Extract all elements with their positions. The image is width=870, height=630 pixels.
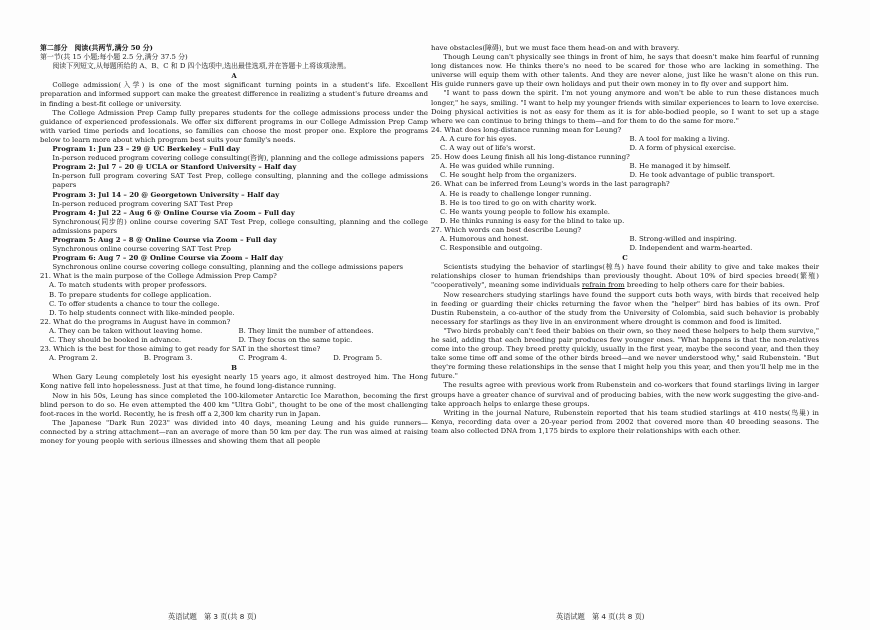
question-25: 25. How does Leung finish all his long-distance running? [431, 153, 630, 162]
passage-b-para-3: The Japanese "Dark Run 2023" was divided into 40 days, meaning Leung and his guide runners—connected by a string attachment—ran an average of more than 50 km per day. The run was aimed at raising money for young people with serious illnesses and showing them that all people [40, 418, 428, 446]
q24-option-a: A. A cure for his eyes. [440, 134, 517, 143]
q27-option-a: A. Humorous and honest. [440, 234, 529, 243]
q21-option-d: D. To help students connect with like-minded people. [49, 308, 235, 317]
q25-option-a: A. He was guided while running. [440, 162, 555, 171]
right-column [431, 44, 819, 436]
q23-option-b: B. Program 3. [143, 354, 193, 363]
question-21: 21. What is the main purpose of the College Admission Prep Camp? [40, 272, 277, 281]
program-4-desc: Synchronous(同步的) online course covering SAT Test Prep, college consulting, planning and the college admissions papers [52, 217, 428, 235]
q26-option-b: B. He is too tired to go on with charity work. [440, 198, 597, 207]
q24-option-b: B. A tool for making a living. [629, 134, 730, 143]
q26-option-c: C. He wants young people to follow his example. [440, 207, 610, 216]
passage-c-para-3: "Two birds probably can't feed their babies on their own, so they need these helpers to help them survive," he said, adding that each breeding pair produces few younger ones. "What happens is that the non-relatives come into the group. They breed pretty quickly, usually in the first year, maybe the second year, and then they take some time off and some of the other birds breed—and we never understood why," said Rubenstein. "But they're forming these relationships in the sense that I might help you this year, and then you'll help me in the future." [431, 326, 819, 381]
q27-options-row-1 [431, 235, 819, 244]
passage-b-para-2: Now in his 50s, Leung has since completed the 100-kilometer Antarctic Ice Marathon, becoming the first blind person to do so. He even attempted the 400 km "Ultra Gobi", thought to be one of the most challenging foot-races in the world. Recently, he is fresh off a 2,300 km charity run in Japan. [40, 391, 428, 418]
q24-options-row-1 [431, 135, 819, 144]
q22-option-a: A. They can be taken without leaving home. [49, 326, 203, 335]
q21-option-a: A. To match students with proper professors. [49, 281, 207, 290]
q25-option-b: B. He managed it by himself. [629, 162, 731, 171]
q27-options-row-2 [431, 244, 819, 253]
question-23: 23. Which is the best for those aiming to get ready for SAT in the shortest time? [40, 345, 321, 354]
passage-a-para-1: College admission(入学) is one of the most significant turning points in a student's life. Excellent preparation and informed support can make the greatest difference in realizing a student's future dreams and in finding a best-fit college or university. [40, 81, 428, 108]
q25-options-row-1 [431, 162, 819, 171]
q22-option-c: C. They should be booked in advance. [49, 336, 182, 344]
program-2-title: Program 2: Jul 7 – 20 @ UCLA or Stanford University – Half day [52, 163, 297, 172]
passage-b-para-3-cont: have obstacles(障碍), but we must face them head-on and with bravery. [431, 44, 680, 52]
program-6-desc: Synchronous online course covering college consulting, planning and the college admissions papers [52, 263, 404, 272]
program-3-title: Program 3: Jul 14 – 20 @ Georgetown University – Half day [52, 190, 280, 199]
underlined-phrase: refrain from [581, 281, 625, 290]
instruction: 阅读下列短文,从每题所给的 A、B、C 和 D 四个选项中,选出最佳选项,并在答题卡上将该项涂黑。 [52, 62, 351, 71]
passage-a-para-2: The College Admission Prep Camp fully prepares students for the college admissions process under the guidance of experienced professionals. We offer six different programs in our College Admission Prep Camp with varied time periods and locations, so families can choose the most proper one. Explore the programs below to learn more about which program best suits your family's needs. [40, 108, 428, 144]
q24-option-d: D. A form of physical exercise. [629, 144, 736, 153]
left-column [40, 44, 428, 446]
page-footer-left: 英语试题 第 3 页(共 8 页) [168, 612, 257, 621]
q21-option-c: C. To offer students a chance to tour the college. [49, 299, 220, 308]
program-1-title: Program 1: Jun 23 – 29 @ UC Berkeley – Full day [52, 145, 240, 154]
passage-c-label: C [622, 254, 628, 263]
program-2-desc: In-person full program covering SAT Test Prep, college consulting, planning and the college admissions papers [52, 172, 428, 190]
q27-option-b: B. Strong-willed and inspiring. [629, 234, 737, 243]
section-title: 第一节(共 15 小题;每小题 2.5 分,满分 37.5 分) [40, 53, 188, 62]
q22-option-d: D. They focus on the same topic. [238, 336, 353, 344]
part-title: 第二部分 阅读(共两节,满分 50 分) [40, 44, 153, 52]
program-6-title: Program 6: Aug 7 – 20 @ Online Course via Zoom – Half day [52, 254, 283, 263]
q24-options-row-2 [431, 144, 819, 153]
q24-option-c: C. A way out of life's worst. [440, 144, 536, 153]
program-4-title: Program 4: Jul 22 – Aug 6 @ Online Course via Zoom – Full day [52, 208, 295, 217]
question-27: 27. Which words can best describe Leung? [431, 225, 582, 234]
program-3-desc: In-person reduced program covering SAT Test Prep [52, 199, 233, 208]
passage-c-para-1-pre: Scientists studying the behavior of starlings(椋鸟) have found their ability to give and take makes their relationships closer to human friendships than previously thought. About 10% of bird species breed(繁殖) "cooperatively", meaning some individuals [431, 263, 819, 290]
passage-b-para-4: Though Leung can't physically see things in front of him, he says that doesn't make him fearful of running long distances now. He thinks there's no need to be scared for those who are lacking in something. The universe will equip them with other talents. And they are never alone, just like he wasn't alone on this run. His guide runners gave up their own holidays and put their own money in to fly over and support him. [431, 53, 819, 89]
q21-option-b: B. To prepare students for college application. [49, 290, 212, 299]
question-22: 22. What do the programs in August have in common? [40, 317, 231, 326]
passage-c-para-2: Now researchers studying starlings have found the support cuts both ways, with birds that received help in feeding or guarding their chicks returning the favor when the "helper" bird has babies of its own. Prof Dustin Rubenstein, a co-author of the study from the University of Colombia, said such behavior is probably necessary for starlings as they live in an environment where drought is common and food is limited. [431, 290, 819, 326]
q26-option-a: A. He is ready to challenge longer running. [440, 189, 592, 198]
q26-option-d: D. He thinks running is easy for the blind to take up. [440, 216, 625, 225]
program-1-desc: In-person reduced program covering college consulting(咨询), planning and the college admissions papers [52, 154, 425, 163]
passage-b-para-1: When Gary Leung completely lost his eyesight nearly 15 years ago, it almost destroyed him. The Hong Kong native fell into hopelessness. Just at that time, he found long-distance running. [40, 373, 428, 391]
q23-option-a: A. Program 2. [49, 354, 98, 363]
passage-c-para-1 [431, 263, 819, 290]
page-footer-right: 英语试题 第 4 页(共 8 页) [556, 612, 645, 621]
q23-options-row [40, 354, 428, 363]
q22-option-b: B. They limit the number of attendees. [238, 326, 374, 335]
passage-b-label: B [231, 364, 237, 373]
q27-option-c: C. Responsible and outgoing. [440, 244, 543, 253]
question-24: 24. What does long-distance running mean for Leung? [431, 125, 622, 134]
q23-option-c: C. Program 4. [238, 354, 288, 363]
program-5-title: Program 5: Aug 2 – 8 @ Online Course via Zoom – Full day [52, 235, 277, 244]
passage-c-para-4: The results agree with previous work from Rubenstein and co-workers that found starlings living in larger groups have a greater chance of survival and of producing babies, with the new work suggesting the give-and-take approach helps to enlarge these groups. [431, 381, 819, 408]
q22-options-row-2 [40, 336, 428, 345]
program-5-desc: Synchronous online course covering SAT Test Prep [52, 245, 231, 254]
q23-option-d: D. Program 5. [333, 354, 383, 363]
q22-options-row-1 [40, 327, 428, 336]
question-26: 26. What can be inferred from Leung's words in the last paragraph? [431, 180, 670, 189]
passage-c-para-5: Writing in the journal Nature, Rubenstein reported that his team studied starlings at 410 nests(鸟巢) in Kenya, recording data over a 20-year period from 2002 that covered more than 40 breeding seasons. The team also collected DNA from 1,175 birds to explore their relationships with each other. [431, 408, 819, 435]
q25-option-c: C. He sought help from the organizers. [440, 171, 577, 180]
q27-option-d: D. Independent and warm-hearted. [629, 244, 753, 253]
q25-option-d: D. He took advantage of public transport. [629, 171, 775, 180]
passage-c-para-1-post: breeding to help others care for their babies. [624, 281, 785, 290]
q25-options-row-2 [431, 171, 819, 180]
passage-a-label: A [231, 72, 237, 81]
passage-b-para-5: "I want to pass down the spirit. I'm not young anymore and won't be able to run these distances much longer," he says, smiling. "I want to help my younger friends with similar experiences to learn to love exercise. Doing physical activities is not as easy for them as it is for able-bodied people, so I want to set up a stage where we can continue to bring things to them—and for them to do the same for more." [431, 89, 819, 125]
